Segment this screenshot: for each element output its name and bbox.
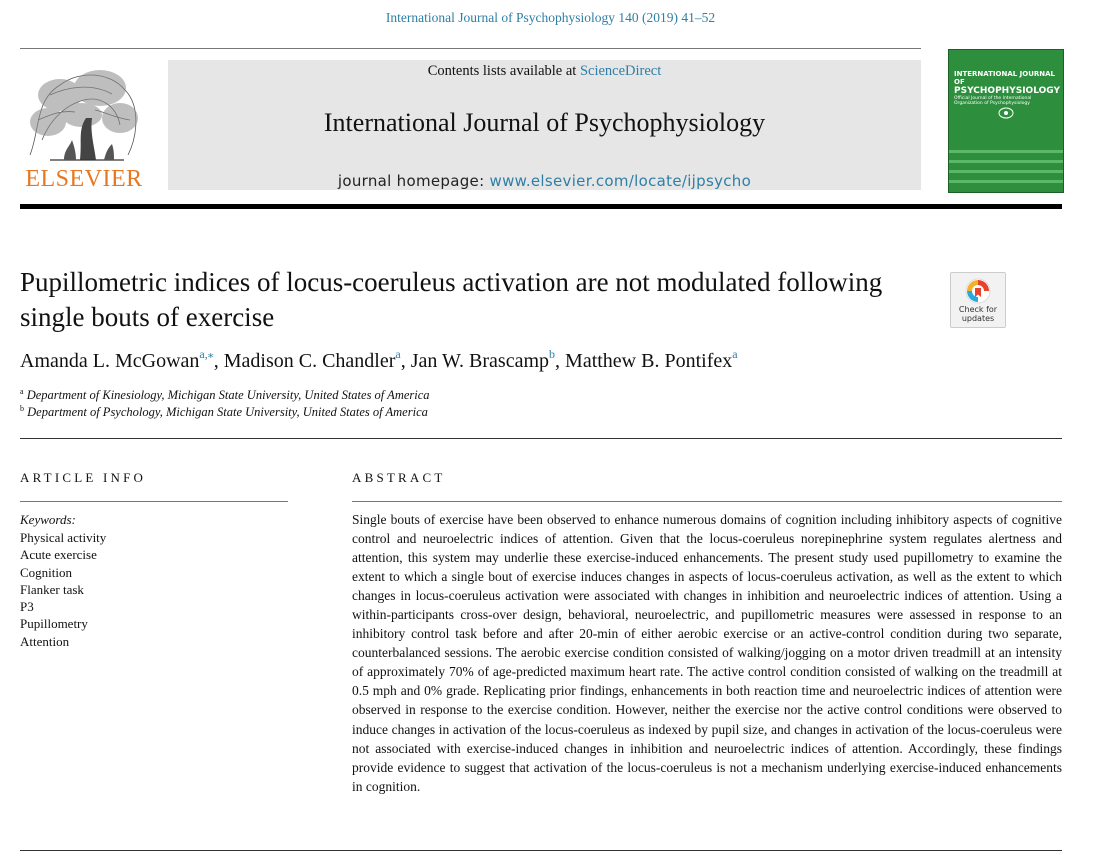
author-separator: , bbox=[555, 350, 566, 372]
keyword: P3 bbox=[20, 599, 34, 615]
homepage-line bbox=[168, 172, 921, 190]
author-affiliation-mark[interactable]: a bbox=[395, 347, 401, 361]
keyword: Physical activity bbox=[20, 530, 107, 545]
cover-stripe bbox=[949, 180, 1063, 183]
author-name[interactable]: Madison C. Chandler bbox=[223, 350, 396, 372]
author-name[interactable]: Matthew B. Pontifex bbox=[565, 350, 733, 372]
article-info-divider bbox=[20, 501, 288, 502]
crossmark-icon bbox=[964, 277, 992, 305]
crossmark-label-line-2: updates bbox=[961, 313, 995, 323]
keywords-label: Keywords: bbox=[20, 512, 76, 527]
cover-title bbox=[954, 70, 1058, 106]
abstract-heading: ABSTRACT bbox=[352, 470, 446, 485]
author-separator: , bbox=[213, 350, 224, 372]
affiliation-text: Department of Psychology, Michigan State University, United States of America bbox=[27, 405, 428, 419]
journal-title: International Journal of Psychophysiology bbox=[323, 108, 766, 137]
journal-citation[interactable]: International Journal of Psychophysiology 140 (2019) 41–52 bbox=[385, 10, 716, 25]
abstract-text: Single bouts of exercise have been observed to enhance numerous domains of cognition including inhibitory aspects of cognitive control and neuroelectric indices of attention. Given that the locus-coeruleus norepinephrine system regulates alertness and attention, this system may underlie these exercise-induced enhancements. The present study used pupillometry to examine the extent to which a single bout of exercise induces changes in aspects of locus-coeruleus activation, as well as the extent to which changes in locus-coeruleus activation were associated with changes in inhibition and neuroelectric indices of attention. Using a within-participants cross-over design, behavioral, neuroelectric, and pupillometric measures were assessed in response to an inhibitory control task before and after 20-min of either aerobic exercise or an active-control condition during two separate, counterbalanced sessions. The aerobic exercise condition consisted of walking/jogging on a motor driven treadmill at an intensity of approximately 70% of age-predicted maximum heart rate. The active control condition consisted of walking on the treadmill at 0.5 mph and 0% grade. Replicating prior findings, enhancements in both reaction time and neuroelectric indices of attention were observed in response to the exercise condition. However, neither the exercise nor the active control conditions were observed to induce changes in activation of the locus-coeruleus as indexed by pupil size, and changes in activation of the locus-coeruleus were not associated with exercise-induced changes in inhibition and neuroelectric indices of attention. Accordingly, these findings provide evidence to suggest that activation of the locus-coeruleus is not a mechanism underlying exercise-induced enhancements in cognition. bbox=[352, 512, 1062, 794]
contents-prefix: Contents lists available at bbox=[427, 63, 580, 79]
sciencedirect-link[interactable]: ScienceDirect bbox=[579, 63, 662, 79]
keyword: Flanker task bbox=[20, 581, 84, 597]
check-for-updates-button[interactable] bbox=[950, 272, 1006, 328]
keyword: Attention bbox=[20, 633, 70, 649]
cover-line-3: Official Journal of the International Organization of Psychophysiology bbox=[954, 96, 1032, 106]
homepage-prefix: journal homepage: bbox=[337, 172, 490, 190]
author-affiliation-mark[interactable]: b bbox=[549, 347, 556, 361]
journal-banner bbox=[168, 60, 921, 190]
elsevier-wordmark[interactable]: ELSEVIER bbox=[25, 166, 143, 192]
affiliation-b bbox=[20, 405, 720, 420]
author-name[interactable]: Jan W. Brascamp bbox=[410, 350, 550, 372]
contents-line bbox=[168, 63, 921, 80]
journal-homepage-link[interactable]: www.elsevier.com/locate/ijpsycho bbox=[489, 172, 752, 190]
affiliation-a bbox=[20, 388, 720, 403]
abstract-divider bbox=[352, 501, 1062, 502]
affiliation-text: Department of Kinesiology, Michigan State University, United States of America bbox=[26, 388, 430, 402]
affiliation-divider bbox=[20, 438, 1062, 439]
author-affiliation-mark[interactable]: a,⁎ bbox=[199, 347, 214, 361]
cover-stripe bbox=[949, 160, 1063, 163]
journal-cover-thumbnail[interactable] bbox=[948, 49, 1064, 193]
cover-line-2: PSYCHOPHYSIOLOGY bbox=[954, 86, 1060, 96]
keyword-list bbox=[20, 529, 106, 650]
footer-divider bbox=[20, 850, 1062, 851]
crossmark-label-line-1: Check for bbox=[958, 305, 998, 314]
cover-stripe bbox=[949, 150, 1063, 153]
cover-emblem-icon bbox=[997, 106, 1015, 120]
cover-line-1: INTERNATIONAL JOURNAL OF bbox=[954, 70, 1056, 86]
author-name[interactable]: Amanda L. McGowan bbox=[20, 350, 200, 372]
author-list bbox=[20, 347, 1020, 373]
header-divider bbox=[20, 48, 921, 49]
author-separator: , bbox=[400, 350, 411, 372]
author-affiliation-mark[interactable]: a bbox=[732, 347, 738, 361]
header-rule bbox=[20, 204, 1062, 209]
keyword: Cognition bbox=[20, 564, 73, 580]
crossmark-label bbox=[951, 306, 1005, 323]
article-info-heading: ARTICLE INFO bbox=[20, 470, 147, 485]
affiliation-mark: b bbox=[20, 404, 24, 413]
cover-stripe bbox=[949, 170, 1063, 173]
article-title: Pupillometric indices of locus-coeruleus activation are not modulated following single bouts of exercise bbox=[20, 267, 883, 332]
keyword: Pupillometry bbox=[20, 616, 88, 632]
affiliation-mark: a bbox=[20, 387, 24, 396]
keyword: Acute exercise bbox=[20, 547, 97, 563]
